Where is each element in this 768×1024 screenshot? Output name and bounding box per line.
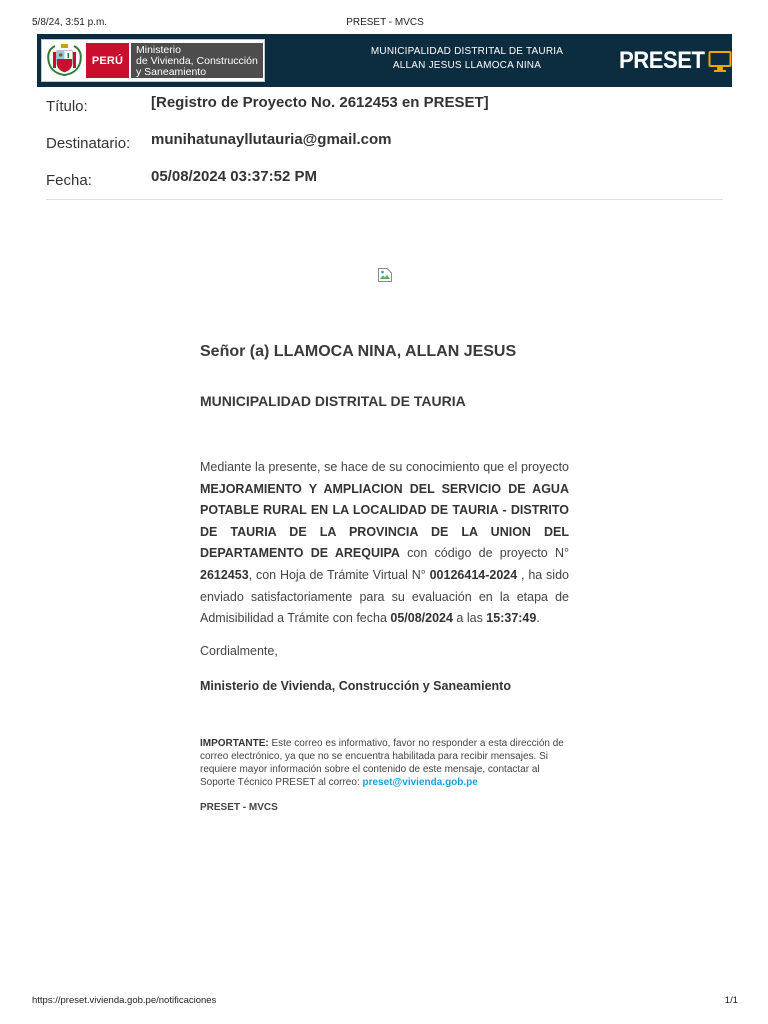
body-intro: Mediante la presente, se hace de su conocimiento que el proyecto xyxy=(200,460,569,474)
ministry-name xyxy=(131,43,263,78)
greeting: Señor (a) LLAMOCA NINA, ALLAN JESUS xyxy=(200,343,517,360)
preset-brand xyxy=(619,47,732,75)
page-number: 1/1 xyxy=(724,995,738,1006)
header-banner xyxy=(37,34,732,87)
page-url: https://preset.vivienda.gob.pe/notificaciones xyxy=(32,995,217,1006)
important-notice xyxy=(200,738,570,790)
title-value: [Registro de Proyecto No. 2612453 en PRESET] xyxy=(151,94,489,111)
print-footer xyxy=(32,995,738,1007)
ministry-logo xyxy=(41,39,265,82)
title-label: Título: xyxy=(46,98,88,115)
body-at-text: a las xyxy=(452,611,487,626)
regards: Cordialmente, xyxy=(200,644,278,658)
sent-date: 05/08/2024 xyxy=(390,611,453,626)
meta-recipient-row xyxy=(46,131,723,153)
account-info xyxy=(337,45,597,73)
body-sent-text: , ha sido enviado satisfactoriamente para su evaluación en la etapa de Admisibilidad a Trámite con fecha xyxy=(200,567,569,626)
country-label: PERÚ xyxy=(86,43,129,78)
meta-title-row xyxy=(46,94,723,116)
print-header xyxy=(32,17,738,31)
monitor-icon xyxy=(708,48,732,74)
footer-signature: PRESET - MVCS xyxy=(200,802,278,813)
meta-date-row xyxy=(46,168,723,190)
body-code-text: con código de proyecto N° xyxy=(399,546,569,561)
ministry-line-2: de Vivienda, Construcción xyxy=(136,55,258,67)
body-sheet-text: , con Hoja de Trámite Virtual N° xyxy=(248,567,430,582)
date-value: 05/08/2024 03:37:52 PM xyxy=(151,168,317,185)
print-datetime: 5/8/24, 3:51 p.m. xyxy=(32,17,108,28)
coat-of-arms-icon xyxy=(45,43,84,78)
message-body xyxy=(200,457,569,630)
signature: Ministerio de Vivienda, Construcción y Saneamiento xyxy=(200,679,511,693)
recipient-label: Destinatario: xyxy=(46,135,131,152)
sent-time: 15:37:49 xyxy=(486,611,537,626)
project-code: 2612453 xyxy=(200,567,249,582)
meta-divider xyxy=(46,199,723,200)
account-municipality: MUNICIPALIDAD DISTRITAL DE TAURIA xyxy=(370,46,564,57)
ministry-line-3: y Saneamiento xyxy=(136,66,207,78)
project-name: MEJORAMIENTO Y AMPLIACION DEL SERVICIO DE AGUA POTABLE RURAL EN LA LOCALIDAD DE TAURIA - DISTRITO DE TAURIA DE LA PROVINCIA DE LA UNION DEL DEPARTAMENTO DE AREQUIPA xyxy=(200,481,569,561)
notice-text: Este correo es informativo, favor no responder a esta dirección de correo electrónico, ya que no se encuentra habilitada para recibir mensajes. Si requiere mayor información sobre el contenido de este mensaje, contactar al Soporte Técnico PRESET al correo: xyxy=(200,738,564,788)
print-doc-title: PRESET - MVCS xyxy=(346,17,424,28)
date-label: Fecha: xyxy=(46,172,92,189)
ministry-line-1: Ministerio xyxy=(136,44,181,56)
municipality-name: MUNICIPALIDAD DISTRITAL DE TAURIA xyxy=(200,393,466,409)
brand-name: PRESET xyxy=(619,47,705,74)
sheet-number: 00126414-2024 xyxy=(429,567,518,582)
notice-label: IMPORTANTE: xyxy=(200,738,269,749)
account-user: ALLAN JESUS LLAMOCA NINA xyxy=(392,60,542,71)
body-end: . xyxy=(536,611,540,626)
broken-image-icon xyxy=(377,267,393,283)
recipient-value: munihatunayllutauria@gmail.com xyxy=(151,131,392,148)
support-email-link[interactable]: preset@vivienda.gob.pe xyxy=(362,776,478,788)
